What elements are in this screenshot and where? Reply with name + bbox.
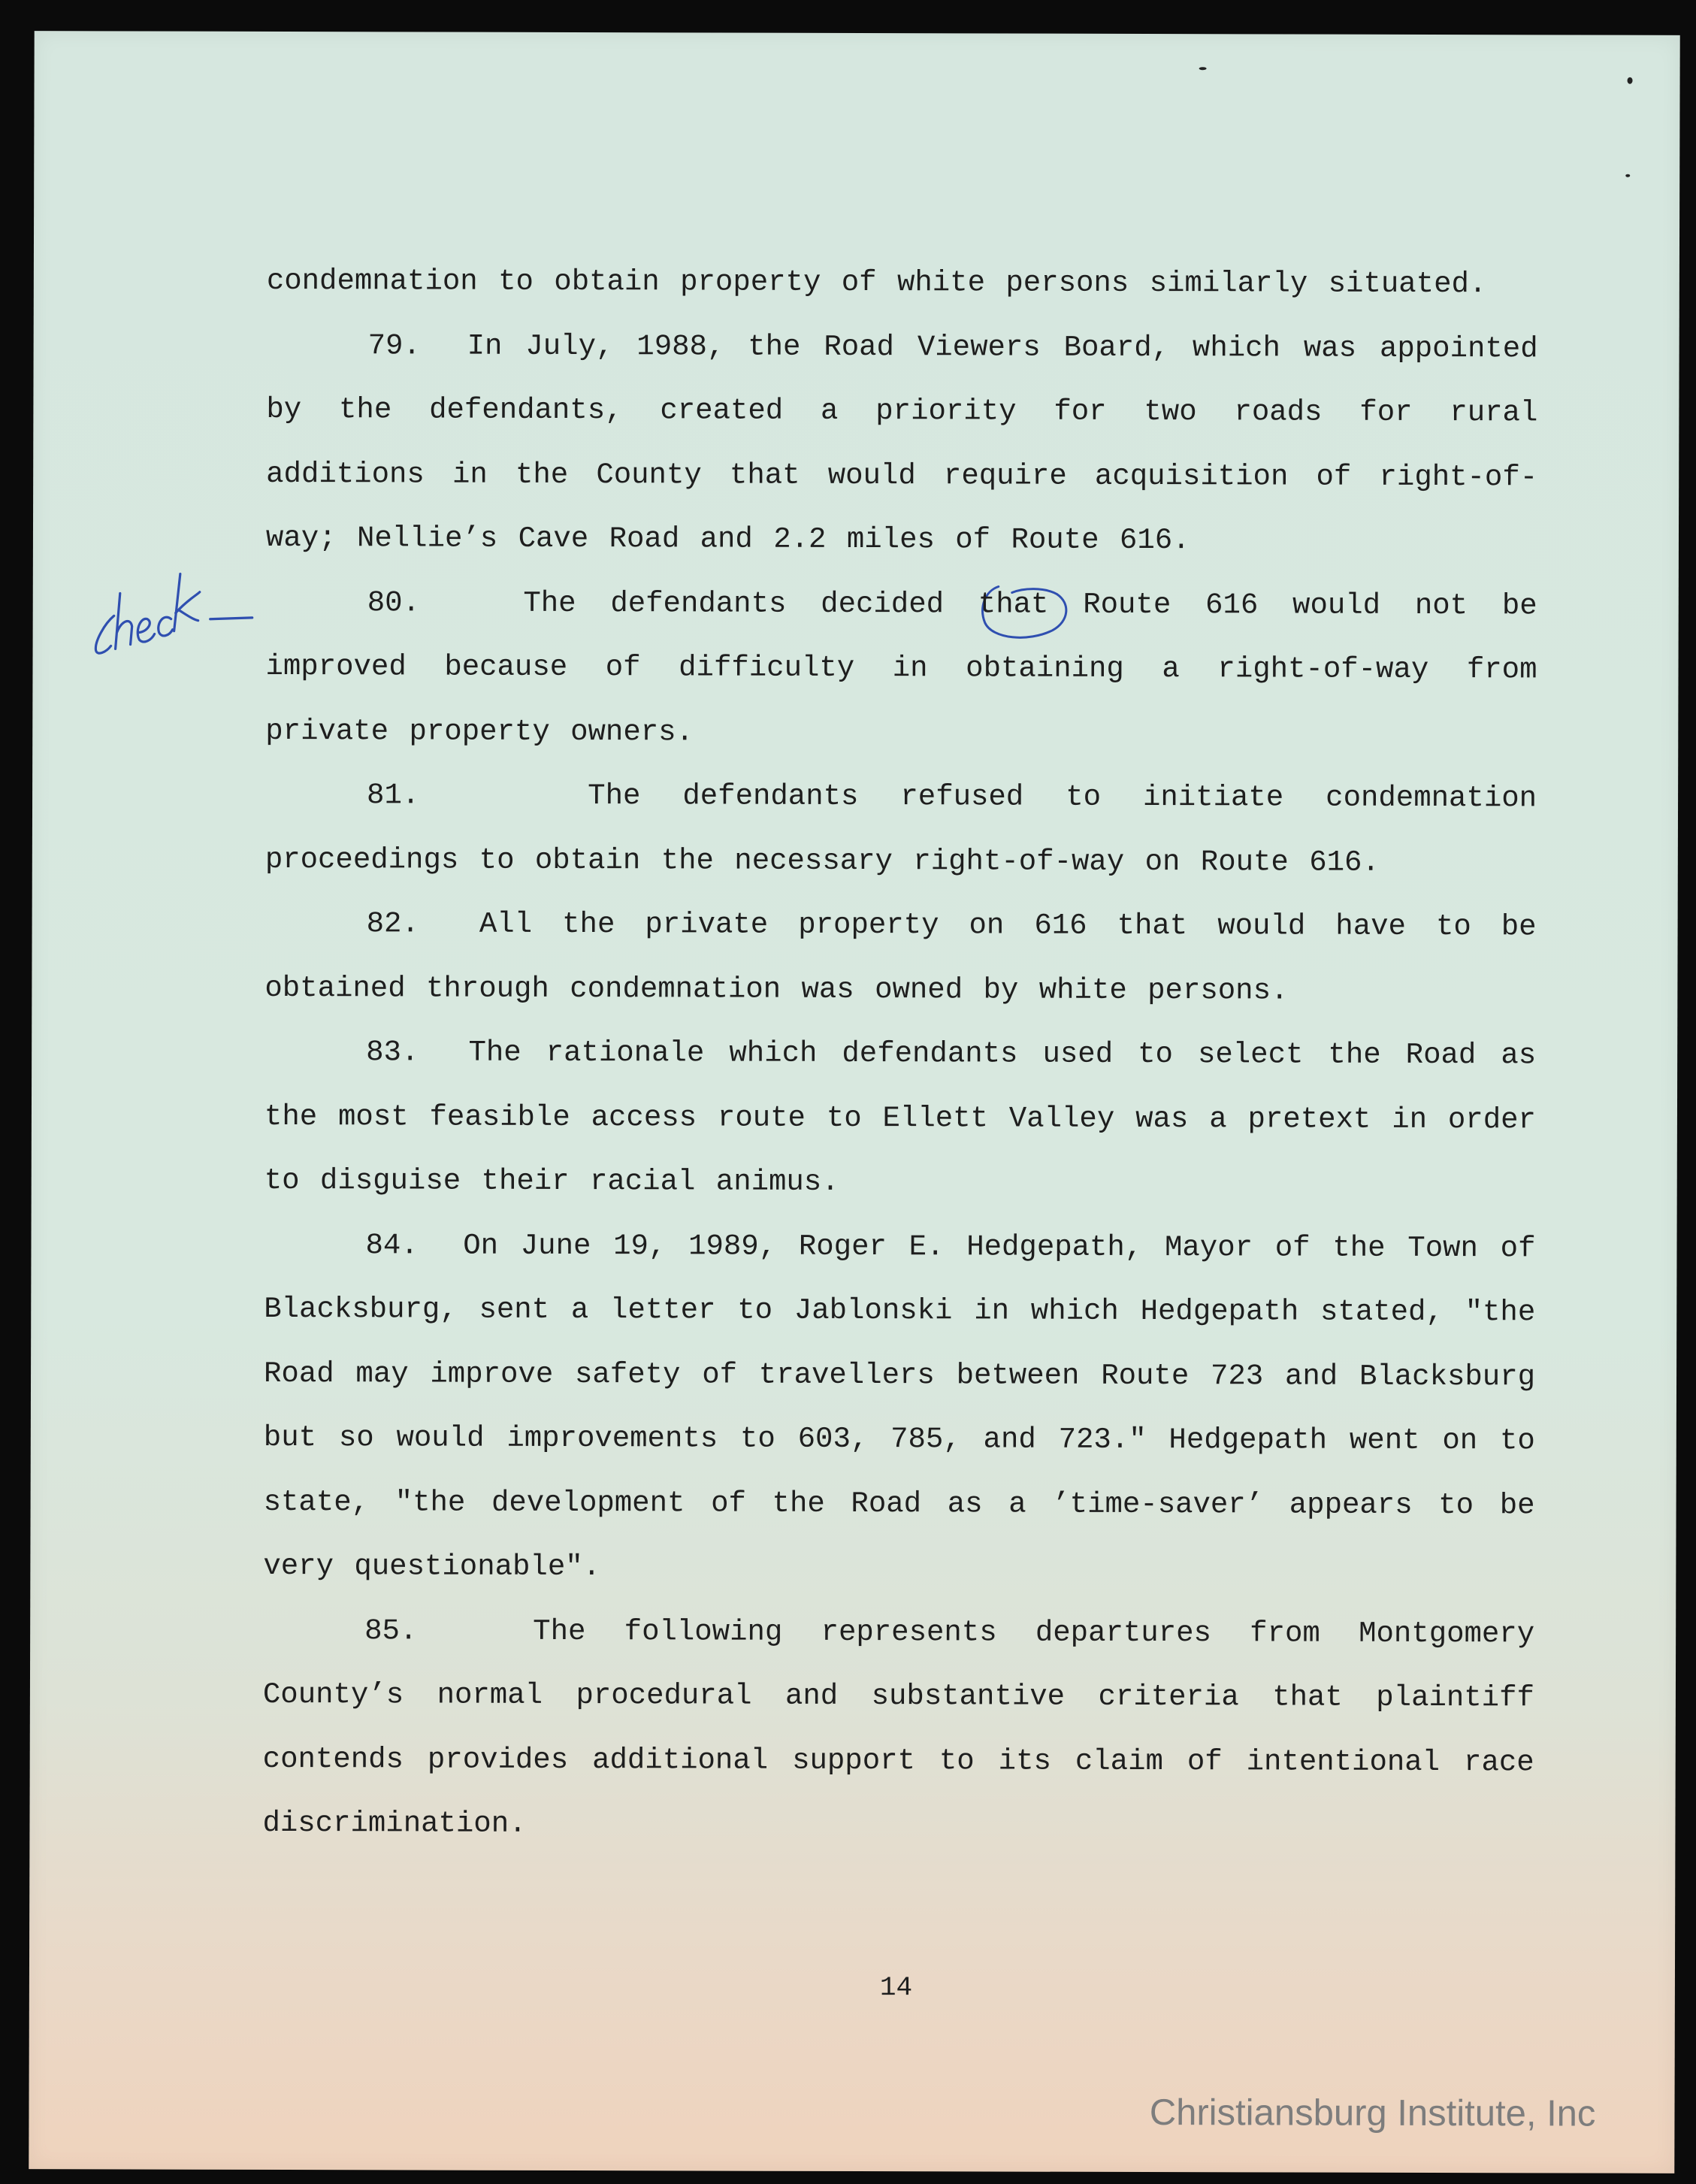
paragraph-79 [266,313,1538,573]
paragraph-number: 81. [367,779,420,812]
paragraph-text: All the private property on 616 that would have to be obtained through condemnation was owned by white persons. [265,907,1537,1008]
paragraph-number: 83. [366,1036,419,1069]
paragraph-81 [265,764,1537,895]
paper-speck [1199,67,1207,70]
paragraph-number: 85. [364,1614,418,1647]
paragraph-text: The defendants decided that Route 616 would not be improved because of difficulty in obtaining a right-of-way from private property owners. [265,586,1537,749]
paper-speck [1625,174,1630,177]
paragraph-number: 82. [366,907,419,941]
paragraph-85 [262,1599,1534,1859]
paragraph-number: 80. [367,585,421,619]
paper-speck [1628,77,1633,84]
paragraph-text: The rationale which defendants used to select the Road as the most feasible access route to Ellett Valley was a pretext in order to disguise their racial animus. [264,1036,1537,1199]
paragraph-83 [265,1021,1537,1217]
paragraph-text: condemnation to obtain property of white persons similarly situated. [266,264,1487,301]
paragraph-text: The following represents departures from Montgomery County’s normal procedural and substantive criteria that plaintiff contends provides additional support to its claim of intentional race discrimination. [262,1614,1535,1841]
check-handwritten-note [87,534,260,663]
paragraph-number: 79. [367,328,421,362]
paragraph-continuation [267,250,1538,317]
paragraph-84 [263,1213,1535,1602]
paragraph-text: In July, 1988, the Road Viewers Board, which was appointed by the defendants, created a priority for two roads for rural additions in the County that would require acquisition of right-of-way; Nellie’s Cave Road and 2.2 miles of Route 616. [265,329,1538,558]
paragraph-number: 84. [365,1228,419,1262]
paragraph-80 [265,570,1537,767]
paragraph-82 [265,892,1536,1024]
document-page [29,31,1679,2173]
paragraph-text: On June 19, 1989, Roger E. Hedgepath, Mayor of the Town of Blacksburg, sent a letter to Jablonski in which Hedgepath stated, "the Road may improve safety of travellers between Route 723 and Blacksburg but so would improvements to 603, 785, and 723." Hedgepath went on to state, "the development of the Road as a ’time-saver’ appears to be very questionable". [263,1229,1536,1584]
paragraph-text: The defendants refused to initiate condemnation proceedings to obtain the necessary right-of-way on Route 616. [265,779,1537,879]
page-number: 14 [879,1972,913,2004]
document-body [262,250,1538,1859]
watermark: Christiansburg Institute, Inc [1149,2092,1596,2134]
